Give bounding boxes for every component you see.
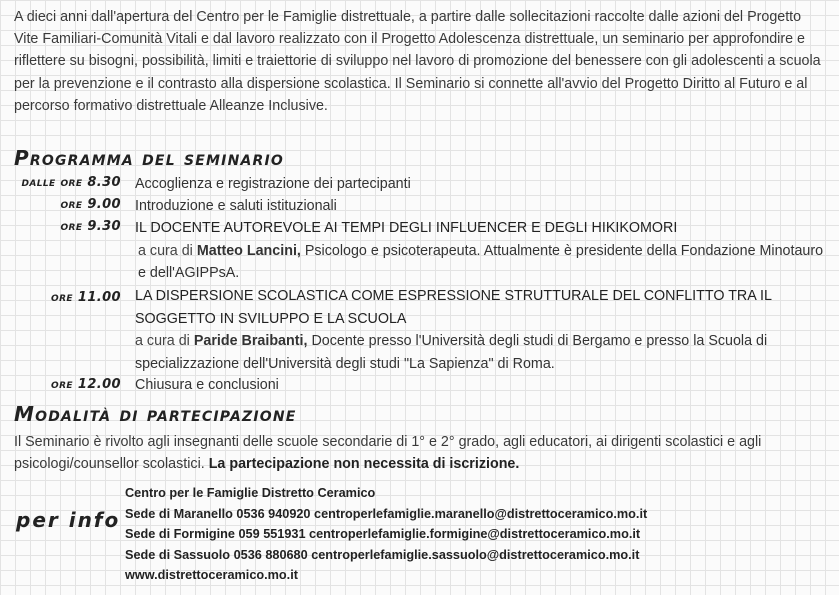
info-block — [125, 483, 825, 586]
info-formigine: Sede di Formigine 059 551931 centroperlefamiglie.formigine@distrettoceramico.mo.it — [125, 527, 641, 542]
speaker-bio: Docente presso l'Università degli studi di Bergamo e presso la Scuola di specializzazione dell'Università degli studi "La Sapienza" di Roma. — [135, 333, 768, 372]
info-org: Centro per le Famiglie Distretto Ceramico — [125, 486, 376, 500]
time-label: dalle ore 8.30 — [21, 175, 121, 190]
info-sassuolo: Sede di Sassuolo 0536 880680 centroperlefamiglie.sassuolo@distrettoceramico.mo.it — [125, 547, 640, 562]
time-label: ore 9.00 — [60, 197, 121, 212]
program-item: Accoglienza e registrazione dei partecipanti — [135, 176, 411, 192]
speaker-name: Paride Braibanti, — [193, 333, 308, 349]
modalita-title: Modalità di partecipazione — [14, 402, 297, 426]
speaker-bio: Psicologo e psicoterapeuta. Attualmente è presidente della Fondazione Minotauro e dell'AGIPPsA. — [138, 242, 824, 281]
time-label: ore 12.00 — [51, 377, 121, 392]
info-label: per info — [16, 508, 121, 532]
time-label: ore 11.00 — [51, 290, 121, 305]
speaker-name: Matteo Lancini, — [196, 242, 301, 259]
talk-title: LA DISPERSIONE SCOLASTICA COME ESPRESSIONE STRUTTURALE DEL CONFLITTO TRA IL SOGGETTO IN SVILUPPO E LA SCUOLA — [135, 288, 772, 327]
program-talk — [135, 217, 830, 285]
cura-label: a cura di — [138, 242, 193, 259]
talk-speaker-line — [135, 240, 830, 285]
info-maranello: Sede di Maranello 0536 940920 centroperlefamiglie.maranello@distrettoceramico.mo.it — [125, 506, 648, 521]
program-item: Chiusura e conclusioni — [135, 377, 279, 393]
info-website-link[interactable]: www.distrettoceramico.mo.it — [125, 568, 298, 583]
program-talk — [135, 285, 830, 375]
modalita-text: Il Seminario è rivolto agli insegnanti delle scuole secondarie di 1° e 2° grado, agli educatori, ai dirigenti scolastici e agli psicologi/counsellor scolastici. — [14, 434, 762, 473]
modalita-paragraph — [14, 431, 829, 475]
modalita-note: La partecipazione non necessita di iscrizione. — [208, 456, 520, 473]
time-label: ore 9.30 — [60, 219, 121, 234]
cura-label: a cura di — [135, 333, 190, 349]
intro-paragraph: A dieci anni dall'apertura del Centro per le Famiglie distrettuale, a partire dalle sollecitazioni raccolte dalle azioni del Progetto Vite Familiari-Comunità Vitali e dal lavoro realizzato con il Progetto Adolescenza distrettuale, un seminario per approfondire e riflettere su bisogni, possibilità, limiti e traiettorie di sviluppo nel lavoro di promozione del benessere con gli adolescenti a scuola per la prevenzione e il contrasto alla dispersione scolastica. Il Seminario si connette all'avvio del Progetto Diritto al Futuro e al percorso formativo distrettuale Alleanze Inclusive. — [14, 9, 821, 114]
program-item: Introduzione e saluti istituzionali — [135, 198, 337, 214]
programma-title: Programma del seminario — [14, 146, 285, 170]
talk-title: IL DOCENTE AUTOREVOLE AI TEMPI DEGLI INFLUENCER E DEGLI HIKIKOMORI — [135, 220, 678, 236]
talk-speaker-line — [135, 330, 830, 375]
